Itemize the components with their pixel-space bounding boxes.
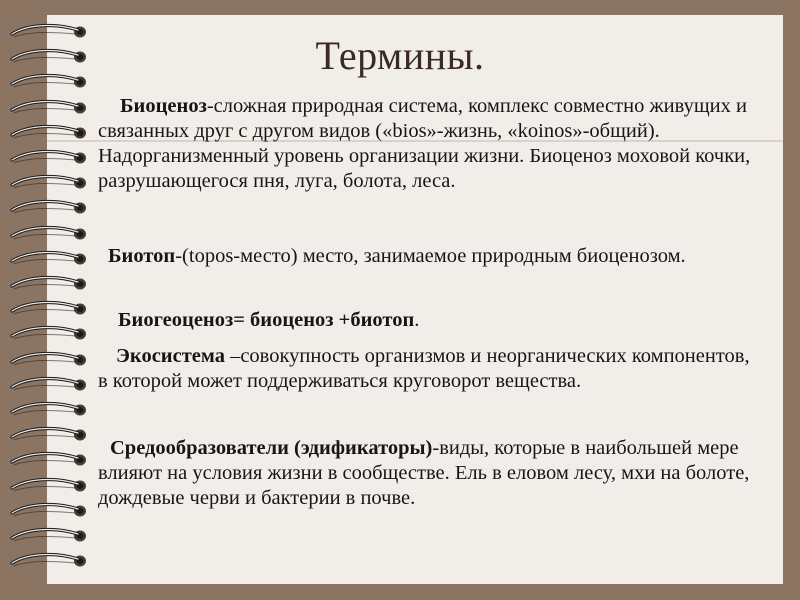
page-title: Термины. — [315, 33, 485, 78]
spiral-ring-icon — [8, 148, 90, 168]
spiral-ring-icon — [8, 476, 90, 496]
spiral-ring-icon — [8, 123, 90, 143]
definition-text: -(topos-место) место, занимаемое природным биоценозом. — [175, 245, 686, 267]
spiral-ring-icon — [8, 324, 90, 344]
spiral-ring-icon — [8, 274, 90, 294]
spiral-ring-icon — [8, 198, 90, 218]
spiral-binding-icon — [0, 22, 92, 582]
term: Биотоп — [108, 245, 176, 267]
spiral-ring-icon — [8, 224, 90, 244]
spiral-ring-icon — [8, 173, 90, 193]
spiral-ring-icon — [8, 98, 90, 118]
spiral-ring-icon — [8, 425, 90, 445]
definition-ecosystem — [98, 344, 760, 394]
spiral-ring-icon — [8, 526, 90, 546]
definition-biogeocenosis — [98, 308, 760, 333]
spiral-ring-icon — [8, 299, 90, 319]
spiral-ring-icon — [8, 375, 90, 395]
spiral-ring-icon — [8, 249, 90, 269]
definition-biocenosis — [98, 94, 760, 194]
definition-text: –совокупность организмов и неорганических компонентов, в которой может поддерживаться круговорот вещества. — [98, 345, 750, 392]
definition-text: . — [414, 309, 420, 331]
term: Средообразователи (эдификаторы) — [110, 437, 433, 459]
term: Биоценоз — [120, 95, 207, 117]
spiral-ring-icon — [8, 501, 90, 521]
term: Экосистема — [116, 345, 225, 367]
spiral-ring-icon — [8, 350, 90, 370]
spiral-ring-icon — [8, 400, 90, 420]
definition-biotope — [98, 244, 760, 269]
term: Биогеоценоз= биоценоз +биотоп — [118, 309, 415, 331]
spiral-ring-icon — [8, 551, 90, 571]
definition-text: -сложная природная система, комплекс совместно живущих и связанных друг с другом видов («bios»-жизнь, «koinos»-общий). Надорганизменный уровень организации жизни. Биоценоз моховой кочки, разрушающегося пня, луга, болота, леса. — [98, 95, 751, 192]
definition-edificators — [98, 436, 760, 511]
definition-text: -виды, которые в наибольшей мере влияют на условия жизни в сообществе. Ель в еловом лесу, мхи на болоте, дождевые черви и бактерии в почве. — [98, 437, 750, 509]
spiral-ring-icon — [8, 450, 90, 470]
